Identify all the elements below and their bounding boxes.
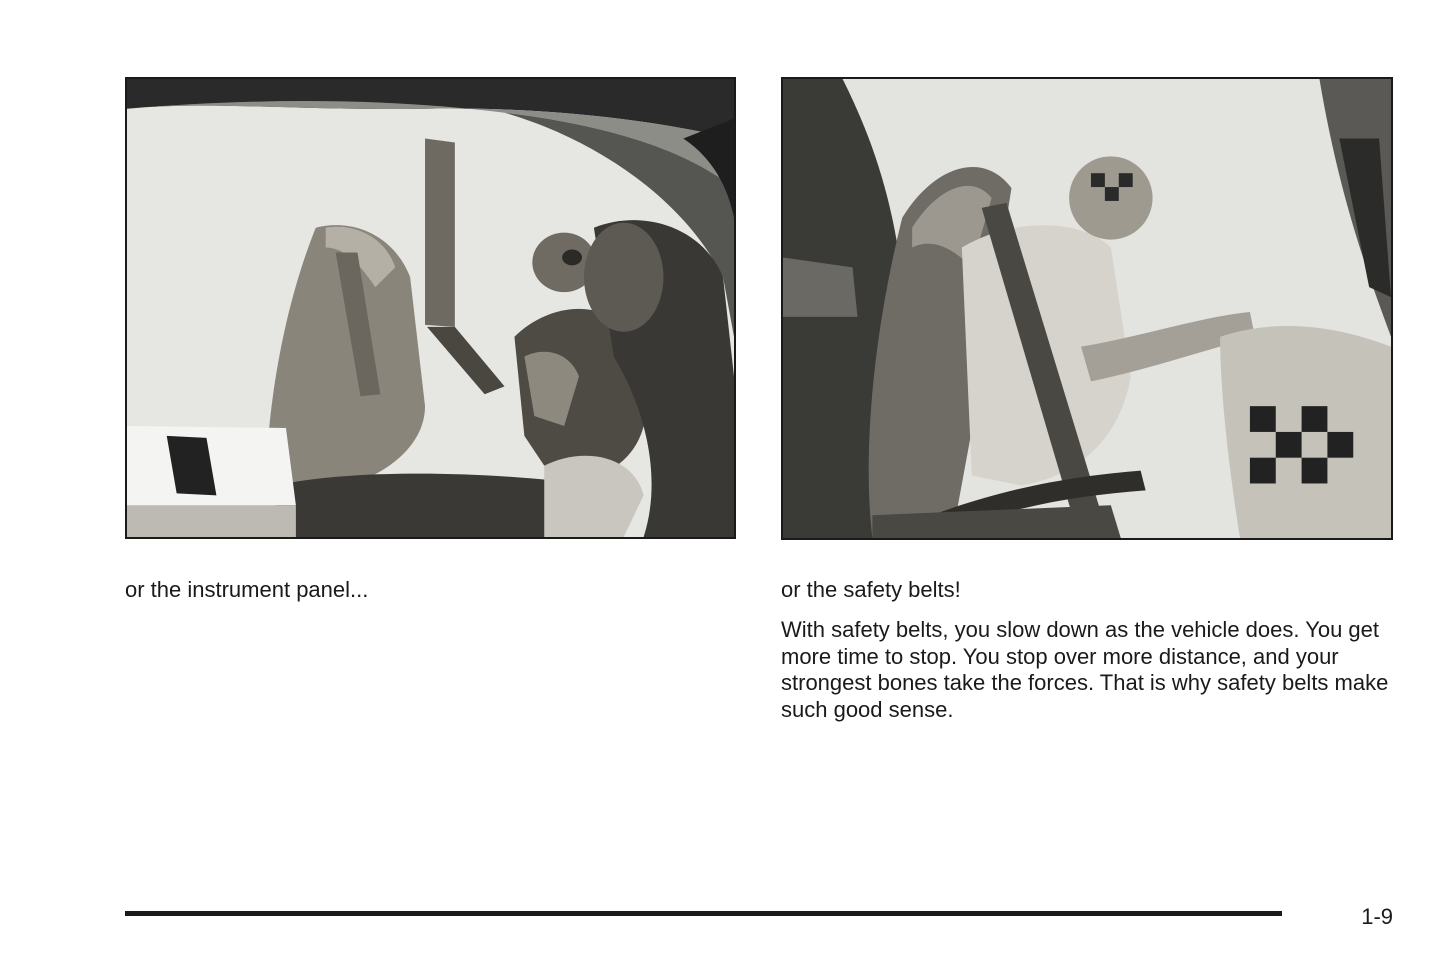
body-paragraph: With safety belts, you slow down as the vehicle does. You get more time to stop. You stop over more distance, and your strongest bones take the forces. That is why safety belts make such good sense. [781,617,1389,722]
page-number: 1-9 [1361,904,1393,929]
left-caption: or the instrument panel... [125,577,369,602]
crash-test-photo-belted [781,77,1393,540]
crash-test-photo-unbelted [125,77,736,539]
footer-rule [125,911,1282,916]
belted-dummy-illustration [783,79,1391,538]
right-caption: or the safety belts! [781,577,961,602]
unbelted-dummy-illustration [127,79,734,537]
